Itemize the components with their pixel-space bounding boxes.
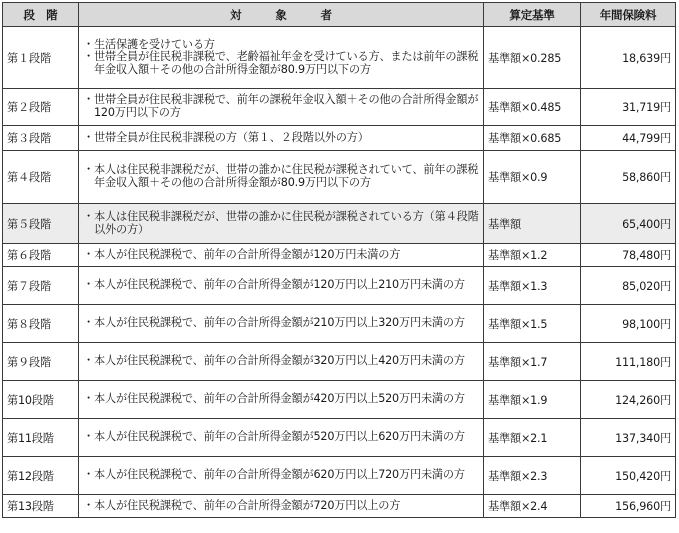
target-line: ・本人が住民税課税で、前年の合計所得金額が120万円以上210万円未満の方 <box>83 278 465 292</box>
stage-cell: 第２段階 <box>3 89 79 126</box>
table-row <box>3 244 676 267</box>
target-cell <box>79 151 484 204</box>
target-line: ・本人が住民税課税で、前年の合計所得金額が620万円以上720万円未満の方 <box>83 468 465 482</box>
target-cell <box>79 204 484 244</box>
target-line: ・本人が住民税課税で、前年の合計所得金額が320万円以上420万円未満の方 <box>83 354 465 368</box>
target-line: ・本人が住民税課税で、前年の合計所得金額が720万円以上の方 <box>83 498 401 512</box>
stage-cell: 第11段階 <box>3 419 79 457</box>
basis-cell: 基準額×1.5 <box>484 305 581 343</box>
premium-cell: 137,340円 <box>581 419 676 457</box>
table-row <box>3 126 676 151</box>
premium-cell: 111,180円 <box>581 343 676 381</box>
premium-cell: 78,480円 <box>581 244 676 267</box>
target-line: ・本人が住民税課税で、前年の合計所得金額が520万円以上620万円未満の方 <box>83 430 465 444</box>
table-row <box>3 419 676 457</box>
basis-cell: 基準額×1.9 <box>484 381 581 419</box>
table-row <box>3 457 676 495</box>
table-row <box>3 343 676 381</box>
target-cell <box>79 419 484 457</box>
stage-cell: 第１段階 <box>3 27 79 89</box>
target-cell <box>79 244 484 267</box>
target-cell <box>79 267 484 305</box>
header-basis: 算定基準 <box>484 3 581 27</box>
target-cell <box>79 495 484 518</box>
target-line: ・本人が住民税課税で、前年の合計所得金額が420万円以上520万円未満の方 <box>83 392 465 406</box>
premium-cell: 44,799円 <box>581 126 676 151</box>
table-row <box>3 267 676 305</box>
basis-cell: 基準額×1.3 <box>484 267 581 305</box>
target-line: ・本人が住民税課税で、前年の合計所得金額が120万円未満の方 <box>83 247 401 261</box>
stage-cell: 第10段階 <box>3 381 79 419</box>
target-line: ・本人は住民税非課税だが、世帯の誰かに住民税が課税されている方（第４段階以外の方） <box>83 209 479 236</box>
premium-cell: 98,100円 <box>581 305 676 343</box>
premium-cell: 156,960円 <box>581 495 676 518</box>
basis-cell: 基準額×2.4 <box>484 495 581 518</box>
target-cell <box>79 27 484 89</box>
premium-table <box>2 2 676 518</box>
basis-cell: 基準額×0.285 <box>484 27 581 89</box>
stage-cell: 第３段階 <box>3 126 79 151</box>
target-line: ・世帯全員が住民税非課税で、前年の課税年金収入額＋その他の合計所得金額が120万円以下の方 <box>83 93 479 119</box>
header-premium: 年間保険料 <box>581 3 676 27</box>
basis-cell: 基準額×1.7 <box>484 343 581 381</box>
stage-cell: 第４段階 <box>3 151 79 204</box>
premium-cell: 65,400円 <box>581 204 676 244</box>
stage-cell: 第９段階 <box>3 343 79 381</box>
premium-cell: 58,860円 <box>581 151 676 204</box>
target-line: ・生活保護を受けている方 <box>83 37 215 51</box>
premium-cell: 124,260円 <box>581 381 676 419</box>
target-line: ・本人が住民税課税で、前年の合計所得金額が210万円以上320万円未満の方 <box>83 316 465 330</box>
basis-cell: 基準額×0.9 <box>484 151 581 204</box>
target-cell <box>79 126 484 151</box>
target-cell <box>79 381 484 419</box>
basis-cell: 基準額×1.2 <box>484 244 581 267</box>
target-cell <box>79 343 484 381</box>
target-cell <box>79 305 484 343</box>
target-line: ・世帯全員が住民税非課税で、老齢福祉年金を受けている方、または前年の課税年金収入額＋その他の合計所得金額が80.9万円以下の方 <box>83 50 479 76</box>
header-row <box>3 3 676 27</box>
target-cell <box>79 89 484 126</box>
table-row <box>3 495 676 518</box>
premium-cell: 18,639円 <box>581 27 676 89</box>
premium-cell: 150,420円 <box>581 457 676 495</box>
header-target: 対 象 者 <box>79 3 484 27</box>
premium-cell: 31,719円 <box>581 89 676 126</box>
target-line: ・本人は住民税非課税だが、世帯の誰かに住民税が課税されていて、前年の課税年金収入額＋その他の合計所得金額が80.9万円以下の方 <box>83 163 479 189</box>
basis-cell: 基準額×2.3 <box>484 457 581 495</box>
stage-cell: 第８段階 <box>3 305 79 343</box>
stage-cell: 第７段階 <box>3 267 79 305</box>
stage-cell: 第５段階 <box>3 204 79 244</box>
basis-cell: 基準額×0.485 <box>484 89 581 126</box>
header-stage: 段 階 <box>3 3 79 27</box>
table-row <box>3 305 676 343</box>
target-line: ・世帯全員が住民税非課税の方（第１、２段階以外の方） <box>83 130 369 144</box>
table-row <box>3 27 676 89</box>
table-row <box>3 151 676 204</box>
stage-cell: 第12段階 <box>3 457 79 495</box>
basis-cell: 基準額 <box>484 204 581 244</box>
target-cell <box>79 457 484 495</box>
table-row <box>3 204 676 244</box>
stage-cell: 第６段階 <box>3 244 79 267</box>
premium-cell: 85,020円 <box>581 267 676 305</box>
table-row <box>3 89 676 126</box>
basis-cell: 基準額×2.1 <box>484 419 581 457</box>
table-row <box>3 381 676 419</box>
stage-cell: 第13段階 <box>3 495 79 518</box>
basis-cell: 基準額×0.685 <box>484 126 581 151</box>
